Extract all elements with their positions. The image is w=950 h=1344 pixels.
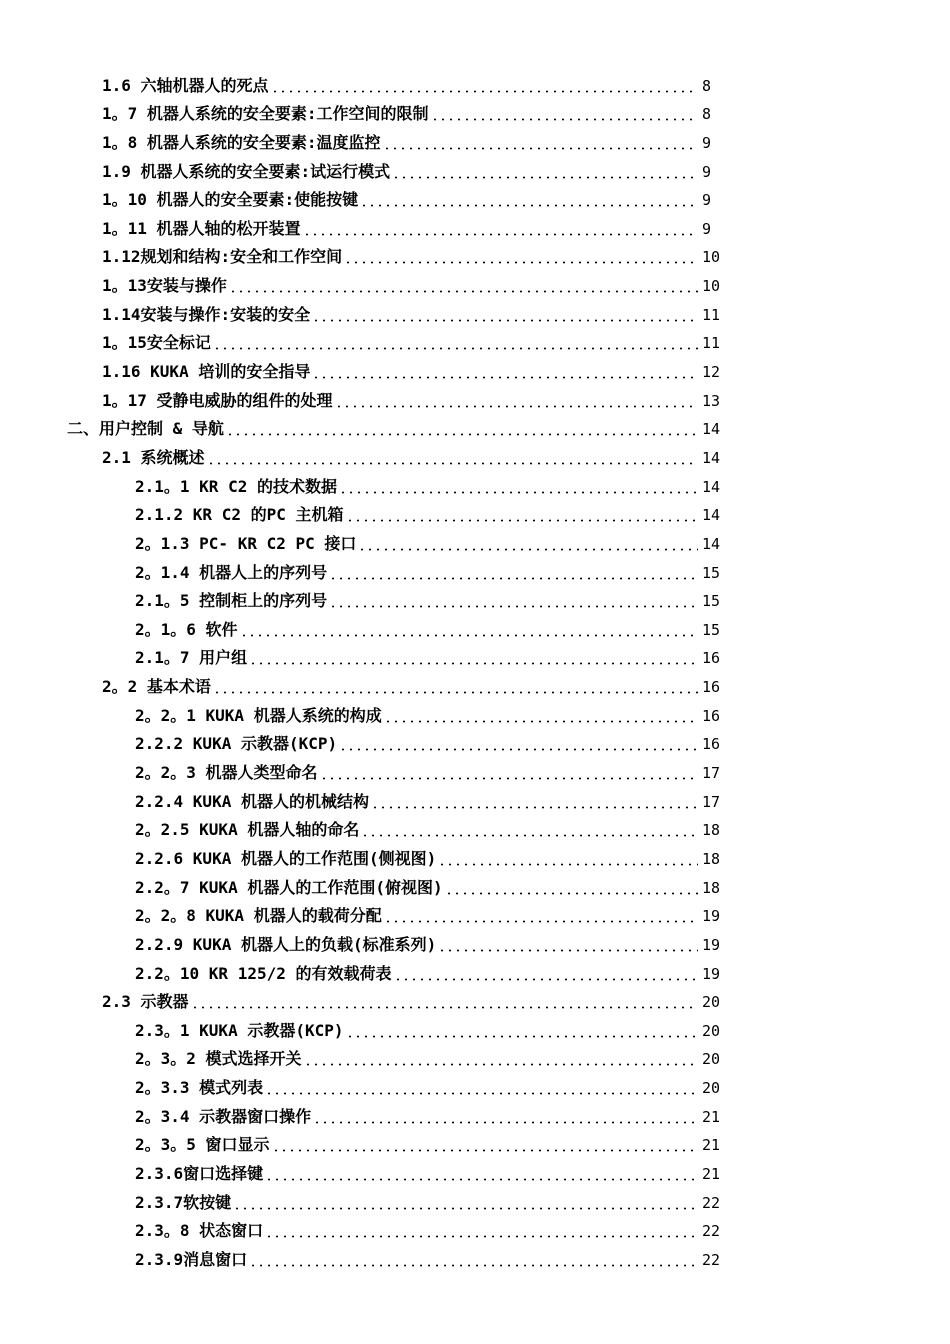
dot-leader [312, 319, 698, 322]
toc-page-number: 14 [702, 506, 721, 525]
dot-leader [191, 1006, 698, 1009]
toc-page-number: 9 [702, 133, 712, 152]
toc-entry-title: 2。3.3 模式列表 [135, 1078, 264, 1098]
dot-leader [394, 978, 699, 981]
dot-leader [329, 605, 698, 608]
toc-page-number: 14 [702, 534, 721, 553]
toc-entry[interactable] [0, 528, 950, 557]
dot-leader [312, 376, 698, 379]
dot-leader [320, 777, 698, 780]
toc-entry-title: 2。2 基本术语 [102, 677, 211, 697]
dot-leader [346, 519, 699, 522]
toc-page-number: 21 [702, 1164, 721, 1183]
toc-entry[interactable] [0, 328, 950, 357]
toc-entry[interactable] [0, 99, 950, 128]
toc-page-number: 22 [702, 1222, 721, 1241]
toc-entry[interactable] [0, 1101, 950, 1130]
toc-entry[interactable] [0, 270, 950, 299]
toc-page-number: 14 [702, 448, 721, 467]
toc-entry-title: 2。1.4 机器人上的序列号 [135, 562, 328, 582]
toc-entry[interactable] [0, 242, 950, 271]
dot-leader [213, 347, 698, 350]
toc-entry-title: 2。1。6 软件 [135, 619, 238, 639]
dot-leader [445, 892, 698, 895]
dot-leader [438, 949, 698, 952]
toc-entry-title: 2。2。1 KUKA 机器人系统的构成 [135, 705, 382, 725]
dot-leader [265, 1178, 698, 1181]
toc-entry-title: 2.3.9消息窗口 [135, 1249, 248, 1269]
toc-entry[interactable] [0, 901, 950, 930]
toc-entry[interactable] [0, 557, 950, 586]
toc-entry[interactable] [0, 815, 950, 844]
dot-leader [226, 433, 698, 436]
toc-entry[interactable] [0, 843, 950, 872]
dot-leader [265, 1092, 698, 1095]
toc-entry[interactable] [0, 1015, 950, 1044]
toc-entry-title: 2。2.5 KUKA 机器人轴的命名 [135, 820, 360, 840]
toc-page-number: 8 [702, 76, 712, 95]
toc-page-number: 14 [702, 477, 721, 496]
toc-page-number: 14 [702, 420, 721, 439]
dot-leader [344, 261, 698, 264]
toc-entry-title: 2。3。2 模式选择开关 [135, 1049, 302, 1069]
toc-entry-title: 2.3。1 KUKA 示教器(KCP) [135, 1020, 344, 1040]
toc-page-number: 11 [702, 305, 721, 324]
dot-leader [304, 1063, 698, 1066]
toc-entry[interactable] [0, 643, 950, 672]
dot-leader [392, 176, 698, 179]
toc-entry[interactable] [0, 614, 950, 643]
toc-entry[interactable] [0, 156, 950, 185]
toc-entry[interactable] [0, 299, 950, 328]
toc-entry-title: 1.16 KUKA 培训的安全指导 [102, 362, 311, 382]
toc-entry[interactable] [0, 1072, 950, 1101]
toc-entry[interactable] [0, 1158, 950, 1187]
toc-page-number: 18 [702, 821, 721, 840]
toc-entry-title: 1.9 机器人系统的安全要素:试运行模式 [102, 161, 391, 181]
table-of-contents [0, 70, 950, 1273]
dot-leader [249, 662, 698, 665]
toc-page-number: 19 [702, 935, 721, 954]
toc-entry-title: 二、用户控制 & 导航 [67, 419, 224, 439]
toc-entry[interactable] [0, 586, 950, 615]
toc-page-number: 8 [702, 105, 712, 124]
toc-page-number: 20 [702, 1021, 721, 1040]
toc-entry[interactable] [0, 872, 950, 901]
toc-entry[interactable] [0, 929, 950, 958]
dot-leader [271, 90, 698, 93]
toc-page-number: 13 [702, 391, 721, 410]
dot-leader [303, 233, 698, 236]
dot-leader [265, 1235, 698, 1238]
toc-entry[interactable] [0, 757, 950, 786]
toc-entry[interactable] [0, 1130, 950, 1159]
dot-leader [240, 634, 698, 637]
toc-entry[interactable] [0, 987, 950, 1016]
toc-entry[interactable] [0, 729, 950, 758]
toc-page-number: 18 [702, 849, 721, 868]
toc-entry-title: 2。3。5 窗口显示 [135, 1135, 270, 1155]
dot-leader [339, 748, 698, 751]
toc-entry-title: 2.1 系统概述 [102, 447, 205, 467]
toc-entry-title: 2。2。3 机器人类型命名 [135, 763, 318, 783]
toc-entry-title: 1。15安全标记 [102, 333, 211, 353]
toc-page-number: 18 [702, 878, 721, 897]
toc-entry-title: 2.1。5 控制柜上的序列号 [135, 591, 328, 611]
toc-entry-title: 2.1.2 KR C2 的PC 主机箱 [135, 505, 344, 525]
toc-entry-title: 2.3 示教器 [102, 992, 189, 1012]
toc-page-number: 9 [702, 162, 712, 181]
toc-entry-title: 2.2.6 KUKA 机器人的工作范围(侧视图) [135, 848, 437, 868]
toc-entry-title: 2.2.2 KUKA 示教器(KCP) [135, 734, 338, 754]
toc-page-number: 17 [702, 792, 721, 811]
dot-leader [329, 577, 698, 580]
toc-entry[interactable] [0, 442, 950, 471]
toc-entry-title: 2.1。7 用户组 [135, 648, 248, 668]
toc-page-number: 20 [702, 993, 721, 1012]
toc-page-number: 19 [702, 964, 721, 983]
toc-entry[interactable] [0, 385, 950, 414]
toc-entry-title: 1.14安装与操作:安装的安全 [102, 304, 311, 324]
dot-leader [431, 118, 698, 121]
dot-leader [346, 1035, 699, 1038]
toc-entry[interactable] [0, 1216, 950, 1245]
toc-entry-title: 1。17 受静电威胁的组件的处理 [102, 390, 333, 410]
toc-page-number: 9 [702, 191, 712, 210]
toc-page-number: 20 [702, 1079, 721, 1098]
toc-entry-title: 2。2。8 KUKA 机器人的载荷分配 [135, 906, 382, 926]
toc-page-number: 17 [702, 764, 721, 783]
toc-page-number: 16 [702, 649, 721, 668]
toc-entry[interactable] [0, 786, 950, 815]
toc-entry-title: 2.3。8 状态窗口 [135, 1221, 264, 1241]
toc-entry[interactable] [0, 1244, 950, 1273]
dot-leader [213, 691, 698, 694]
toc-page-number: 19 [702, 907, 721, 926]
toc-entry-title: 1。13安装与操作 [102, 276, 227, 296]
toc-page-number: 16 [702, 678, 721, 697]
toc-entry-title: 1。7 机器人系统的安全要素:工作空间的限制 [102, 104, 429, 124]
dot-leader [361, 834, 698, 837]
toc-page-number: 22 [702, 1193, 721, 1212]
toc-page-number: 10 [702, 248, 721, 267]
toc-page-number: 9 [702, 219, 712, 238]
toc-page-number: 11 [702, 334, 721, 353]
toc-entry[interactable] [0, 356, 950, 385]
dot-leader [313, 1121, 698, 1124]
dot-leader [383, 147, 698, 150]
toc-entry-title: 2.2。7 KUKA 机器人的工作范围(俯视图) [135, 877, 443, 897]
toc-page-number: 15 [702, 563, 721, 582]
toc-entry-title: 2.2。10 KR 125/2 的有效载荷表 [135, 963, 392, 983]
dot-leader [360, 204, 698, 207]
dot-leader [207, 462, 698, 465]
toc-page-number: 12 [702, 363, 721, 382]
dot-leader [335, 405, 698, 408]
toc-entry[interactable] [0, 70, 950, 99]
toc-entry-title: 1.12规划和结构:安全和工作空间 [102, 247, 343, 267]
toc-page-number: 22 [702, 1250, 721, 1269]
toc-page-number: 15 [702, 620, 721, 639]
dot-leader [384, 920, 698, 923]
toc-page-number: 21 [702, 1107, 721, 1126]
dot-leader [358, 548, 698, 551]
toc-entry[interactable] [0, 1044, 950, 1073]
toc-entry[interactable] [0, 213, 950, 242]
toc-entry-title: 2.3.6窗口选择键 [135, 1163, 264, 1183]
toc-entry-title: 2.2.9 KUKA 机器人上的负载(标准系列) [135, 934, 437, 954]
toc-entry[interactable] [0, 471, 950, 500]
dot-leader [249, 1264, 698, 1267]
toc-page-number: 20 [702, 1050, 721, 1069]
toc-entry-title: 1.6 六轴机器人的死点 [102, 75, 269, 95]
dot-leader [272, 1149, 698, 1152]
dot-leader [371, 806, 698, 809]
toc-entry-title: 2.3.7软按键 [135, 1192, 232, 1212]
toc-page-number: 21 [702, 1136, 721, 1155]
toc-entry[interactable] [0, 671, 950, 700]
toc-entry-title: 1。8 机器人系统的安全要素:温度监控 [102, 132, 381, 152]
dot-leader [233, 1207, 698, 1210]
toc-entry[interactable] [0, 700, 950, 729]
toc-entry[interactable] [0, 500, 950, 529]
toc-entry[interactable] [0, 1187, 950, 1216]
toc-entry-title: 2.1。1 KR C2 的技术数据 [135, 476, 337, 496]
toc-page-number: 10 [702, 277, 721, 296]
toc-page-number: 16 [702, 735, 721, 754]
toc-entry[interactable] [0, 958, 950, 987]
toc-entry[interactable] [0, 185, 950, 214]
dot-leader [229, 290, 698, 293]
toc-entry-title: 2.2.4 KUKA 机器人的机械结构 [135, 791, 369, 811]
toc-page-number: 15 [702, 592, 721, 611]
toc-entry-title: 1。11 机器人轴的松开装置 [102, 218, 301, 238]
toc-page-number: 16 [702, 706, 721, 725]
toc-entry-title: 1。10 机器人的安全要素:使能按键 [102, 190, 359, 210]
toc-entry[interactable] [0, 414, 950, 443]
toc-entry[interactable] [0, 127, 950, 156]
toc-entry-title: 2。3.4 示教器窗口操作 [135, 1106, 312, 1126]
dot-leader [339, 491, 698, 494]
toc-entry-title: 2。1.3 PC- KR C2 PC 接口 [135, 533, 357, 553]
dot-leader [438, 863, 698, 866]
dot-leader [384, 720, 698, 723]
